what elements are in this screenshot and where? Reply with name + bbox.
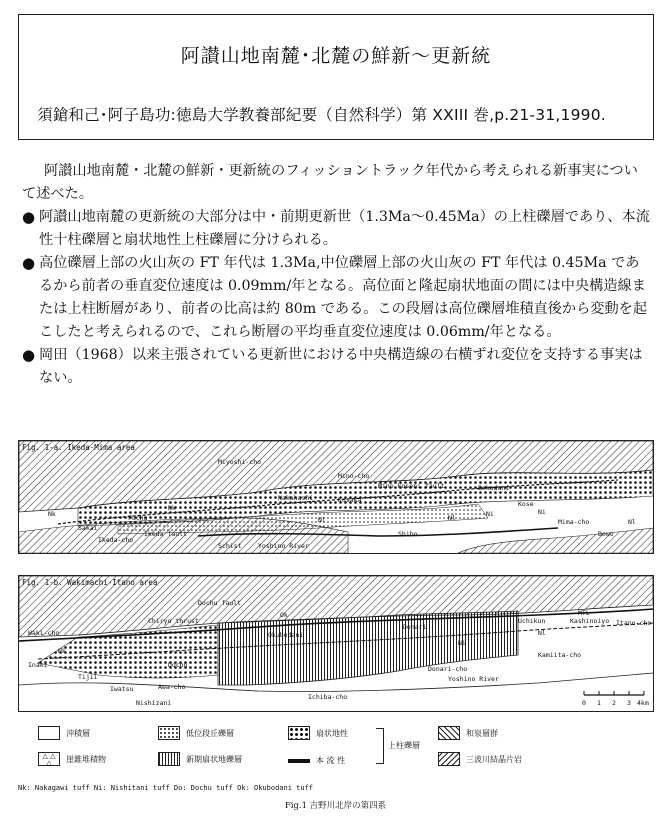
new-fan-gravel-swatch: [158, 752, 180, 766]
tuff-mark: Nl: [538, 629, 546, 637]
bullet-icon: ●: [22, 208, 36, 226]
tuff-mark: Nl: [628, 518, 636, 526]
tuff-abbreviations: Nk: Nakagawi tuff Ni: Nishitani tuff Do: Dochu tuff Ok: Okubodani tuff: [18, 784, 314, 792]
map-figure-b: [18, 575, 654, 712]
tuff-mark: Ok: [280, 611, 288, 619]
place-label: Mima-cho: [558, 518, 590, 526]
place-label: Miyoshi-cho: [218, 458, 262, 466]
legend-item: [438, 726, 498, 740]
place-label: Shibo: [398, 530, 418, 538]
map-legend: [18, 720, 658, 780]
tuff-mark: Nl: [448, 514, 456, 522]
tuff-mark: Nl: [318, 516, 326, 524]
abstract-bullet: [22, 252, 652, 344]
schist-swatch: [438, 752, 460, 766]
legend-label: 崖錐堆積物: [66, 754, 106, 764]
abstract: [22, 160, 652, 390]
legend-label: 沖積層: [66, 728, 90, 738]
legend-label: 新期扇状地礫層: [186, 754, 242, 764]
tuff-mark: Ni: [458, 639, 466, 647]
place-label: Uchikun: [518, 617, 546, 625]
place-label: Bowo: [598, 530, 614, 538]
place-label: Tijii: [78, 673, 98, 681]
place-label: Kusaka: [338, 496, 362, 504]
legend-label: 扇状地性: [316, 728, 348, 738]
talus-swatch: △ △ △: [38, 752, 60, 766]
place-label: Ikeda fault: [144, 530, 188, 538]
place-label: Schist: [218, 542, 242, 550]
legend-item: [438, 752, 522, 766]
bullet-icon: ●: [22, 254, 36, 272]
map-figure-a: [18, 440, 654, 554]
tuff-mark: Ni: [538, 508, 546, 516]
scale-label: 3: [627, 699, 631, 707]
legend-label: 本 流 性: [316, 756, 346, 765]
page-title: 阿讃山地南麓･北麓の鮮新～更新統: [180, 45, 492, 67]
place-label: Ichiba-cho: [308, 693, 348, 701]
figure-a-label: Fig. 1-a. Ikeda-Mima area: [22, 443, 135, 452]
place-label: Kamiita-cho: [538, 651, 582, 659]
group-bracket: [376, 728, 384, 764]
place-label: Bokudani: [478, 484, 510, 492]
bullet-icon: ●: [22, 346, 36, 364]
izumi-group-swatch: [438, 726, 460, 740]
legend-item: [38, 726, 90, 740]
figure-b-label: Fig. 1-b. Wakimachi-Itano area: [22, 578, 158, 587]
bullet-text: 高位礫層上部の火山灰の FT 年代は 1.3Ma,中位礫層上部の火山灰の FT 年代は 0.45Ma であるから前者の垂直変位速度は 0.09mm/年となる。高位面と隆起扇状地面の間には中央構造線または上柱断層があり、前者の比高は約 80m である。この段層は高位礫層堆積直後から変動を起こしたと考えられるので、これら断層の平均垂直変位速度は 0.06mm/年となる。: [39, 255, 648, 340]
place-label: Ikeda-cho: [98, 536, 134, 544]
tuff-mark: Nk: [48, 510, 56, 518]
scale-label: 0: [582, 699, 586, 707]
place-label: Donari: [403, 623, 427, 631]
legend-label: 和泉層群: [466, 728, 498, 738]
figure-caption: Fig.1 吉野川北岸の第四系: [284, 801, 387, 811]
place-label: Kashinoiyo: [570, 617, 610, 625]
tuff-mark: MTL: [578, 609, 590, 617]
place-label: Donari-cho: [428, 665, 468, 673]
place-label: Mino koseni fault: [378, 482, 445, 490]
bullet-text: 岡田（1968）以来主張されている更新世における中央構造線の右横ずれ変位を支持する事実はない。: [39, 347, 643, 386]
legend-label: 三波川結晶片岩: [466, 754, 522, 764]
place-label: Dochu: [168, 661, 188, 669]
place-label: Okubodani: [268, 631, 304, 639]
place-label: Dochu fault: [198, 599, 242, 607]
abstract-intro: 阿讃山地南麓・北麓の鮮新・更新統のフィッショントラック年代から考えられる新事実について述べた。: [22, 163, 638, 202]
legend-item: [288, 726, 348, 740]
place-label: Waki-cho: [28, 629, 60, 637]
tuff-mark: Nk: [58, 647, 66, 655]
place-label: Inaki: [28, 661, 48, 669]
mainstream-line-swatch: [288, 759, 310, 763]
place-label: Fuchu: [128, 514, 148, 522]
tuff-mark: Nk: [168, 504, 176, 512]
citation: 須鎗和己･阿子島功:徳島大学教養部紀要（自然科学）第 XXIII 巻,p.21-31,1990.: [37, 106, 606, 124]
place-label: Chiryo thrust: [148, 617, 199, 625]
group-label: 上柱礫層: [388, 741, 420, 750]
abstract-bullet: [22, 344, 652, 390]
bullet-text: 阿讃山地南麓の更新統の大部分は中・前期更新世（1.3Ma～0.45Ma）の上柱礫層であり、本流性十柱礫層と扇状地性上柱礫層に分けられる。: [39, 209, 650, 248]
place-label: Nishizani: [136, 699, 172, 707]
legend-item: [158, 726, 234, 740]
place-label: Sakai: [78, 524, 98, 532]
scale-label: 2: [612, 699, 616, 707]
abstract-bullet: [22, 206, 652, 252]
legend-label: 低位段丘礫層: [186, 728, 234, 738]
scale-label: 1: [597, 699, 601, 707]
place-label: Iwatsu: [110, 685, 134, 693]
title-box: [18, 14, 654, 140]
place-label: Nakahashi: [278, 494, 314, 502]
place-label: Itano-cho: [616, 619, 652, 627]
legend-item: [288, 755, 345, 766]
low-terrace-swatch: [158, 726, 180, 740]
fan-gravel-swatch: [288, 726, 310, 740]
legend-item: [38, 752, 106, 766]
place-label: Yoshino River: [448, 675, 499, 683]
tuff-mark: Ni: [486, 510, 494, 518]
place-label: Kose: [518, 500, 534, 508]
place-label: Mino-cho: [338, 472, 370, 480]
legend-item: [158, 752, 242, 766]
place-label: Awa-cho: [158, 683, 186, 691]
alluvium-swatch: [38, 726, 60, 740]
place-label: Yoshino River: [258, 542, 309, 550]
scale-label: 4km: [637, 699, 649, 707]
